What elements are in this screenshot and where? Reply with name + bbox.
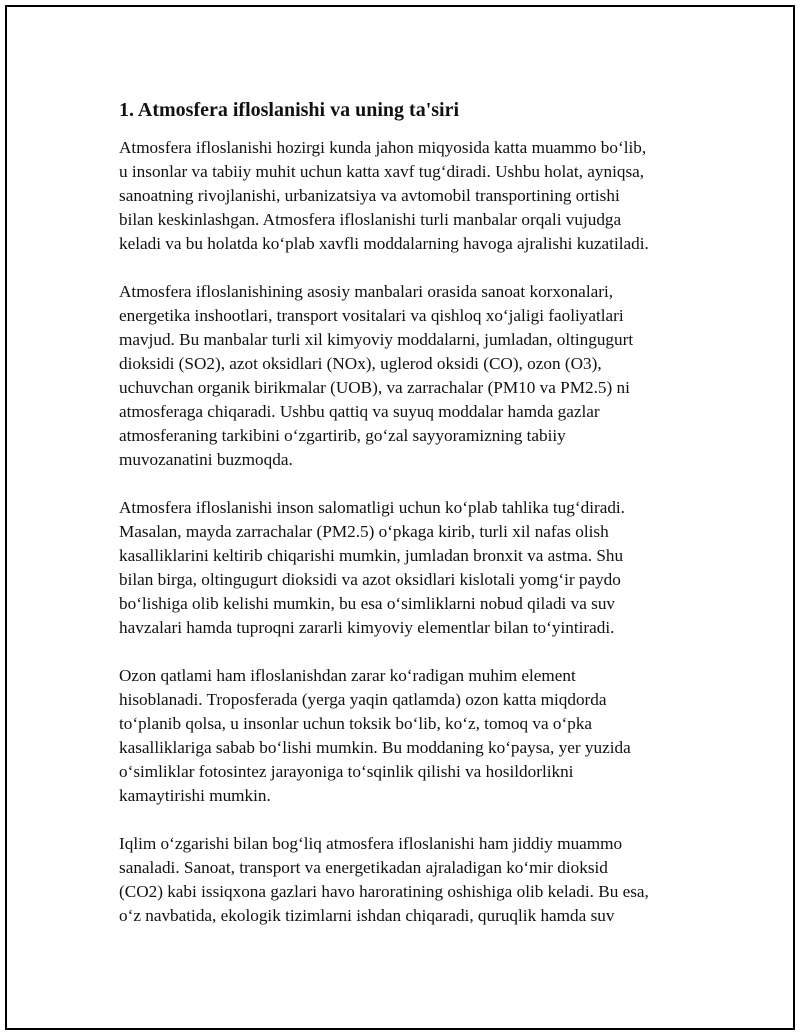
paragraph-1 (119, 136, 699, 256)
paragraph-line: o‘z navbatida, ekologik tizimlarni ishdan chiqaradi, quruqlik hamda suv (119, 906, 615, 925)
paragraph-line: energetika inshootlari, transport vositalari va qishloq xo‘jaligi faoliyatlari (119, 306, 624, 325)
document-body (119, 97, 699, 952)
paragraph-line: keladi va bu holatda ko‘plab xavfli moddalarning havoga ajralishi kuzatiladi. (119, 234, 649, 253)
section-heading: 1. Atmosfera ifloslanishi va uning ta'siri (119, 99, 460, 121)
paragraph-5 (119, 832, 699, 928)
paragraph-line: Atmosfera ifloslanishi inson salomatligi uchun ko‘plab tahlika tug‘diradi. (119, 498, 625, 517)
paragraph-line: kasalliklarini keltirib chiqarishi mumkin, jumladan bronxit va astma. Shu (119, 546, 624, 565)
paragraph-line: Atmosfera ifloslanishi hozirgi kunda jahon miqyosida katta muammo bo‘lib, (119, 138, 647, 157)
paragraph-line: bilan keskinlashgan. Atmosfera ifloslanishi turli manbalar orqali vujudga (119, 210, 622, 229)
paragraph-line: atmosferaning tarkibini o‘zgartirib, go‘zal sayyoramizning tabiiy (119, 426, 566, 445)
paragraph-3 (119, 496, 699, 640)
paragraph-line: mavjud. Bu manbalar turli xil kimyoviy moddalarni, jumladan, oltingugurt (119, 330, 634, 349)
paragraph-line: uchuvchan organik birikmalar (UOB), va zarrachalar (PM10 va PM2.5) ni (119, 378, 630, 397)
paragraph-line: havzalari hamda tuproqni zararli kimyoviy elementlar bilan to‘yintiradi. (119, 618, 615, 637)
paragraph-line: kamaytirishi mumkin. (119, 786, 271, 805)
document-page (5, 5, 795, 1030)
paragraph-line: muvozanatini buzmoqda. (119, 450, 293, 469)
paragraph-line: hisoblanadi. Troposferada (yerga yaqin qatlamda) ozon katta miqdorda (119, 690, 607, 709)
paragraph-line: Masalan, mayda zarrachalar (PM2.5) o‘pkaga kirib, turli xil nafas olish (119, 522, 609, 541)
paragraph-line: bo‘lishiga olib kelishi mumkin, bu esa o‘simliklarni nobud qiladi va suv (119, 594, 616, 613)
paragraph-2 (119, 280, 699, 472)
paragraph-line: (CO2) kabi issiqxona gazlari havo haroratining oshishiga olib keladi. Bu esa, (119, 882, 649, 901)
paragraph-line: kasalliklariga sabab bo‘lishi mumkin. Bu moddaning ko‘paysa, yer yuzida (119, 738, 631, 757)
paragraph-line: u insonlar va tabiiy muhit uchun katta xavf tug‘diradi. Ushbu holat, ayniqsa, (119, 162, 645, 181)
paragraph-line: sanaladi. Sanoat, transport va energetikadan ajraladigan ko‘mir dioksid (119, 858, 608, 877)
paragraph-line: Atmosfera ifloslanishining asosiy manbalari orasida sanoat korxonalari, (119, 282, 614, 301)
paragraph-line: to‘planib qolsa, u insonlar uchun toksik bo‘lib, ko‘z, tomoq va o‘pka (119, 714, 593, 733)
paragraph-line: atmosferaga chiqaradi. Ushbu qattiq va suyuq moddalar hamda gazlar (119, 402, 600, 421)
paragraph-4 (119, 664, 699, 808)
paragraph-line: Iqlim o‘zgarishi bilan bog‘liq atmosfera ifloslanishi ham jiddiy muammo (119, 834, 623, 853)
paragraph-line: o‘simliklar fotosintez jarayoniga to‘sqinlik qilishi va hosildorlikni (119, 762, 574, 781)
paragraph-line: Ozon qatlami ham ifloslanishdan zarar ko‘radigan muhim element (119, 666, 576, 685)
paragraph-line: sanoatning rivojlanishi, urbanizatsiya va avtomobil transportining ortishi (119, 186, 620, 205)
paragraph-line: dioksidi (SO2), azot oksidlari (NOx), uglerod oksidi (CO), ozon (O3), (119, 354, 602, 373)
paragraph-line: bilan birga, oltingugurt dioksidi va azot oksidlari kislotali yomg‘ir paydo (119, 570, 621, 589)
